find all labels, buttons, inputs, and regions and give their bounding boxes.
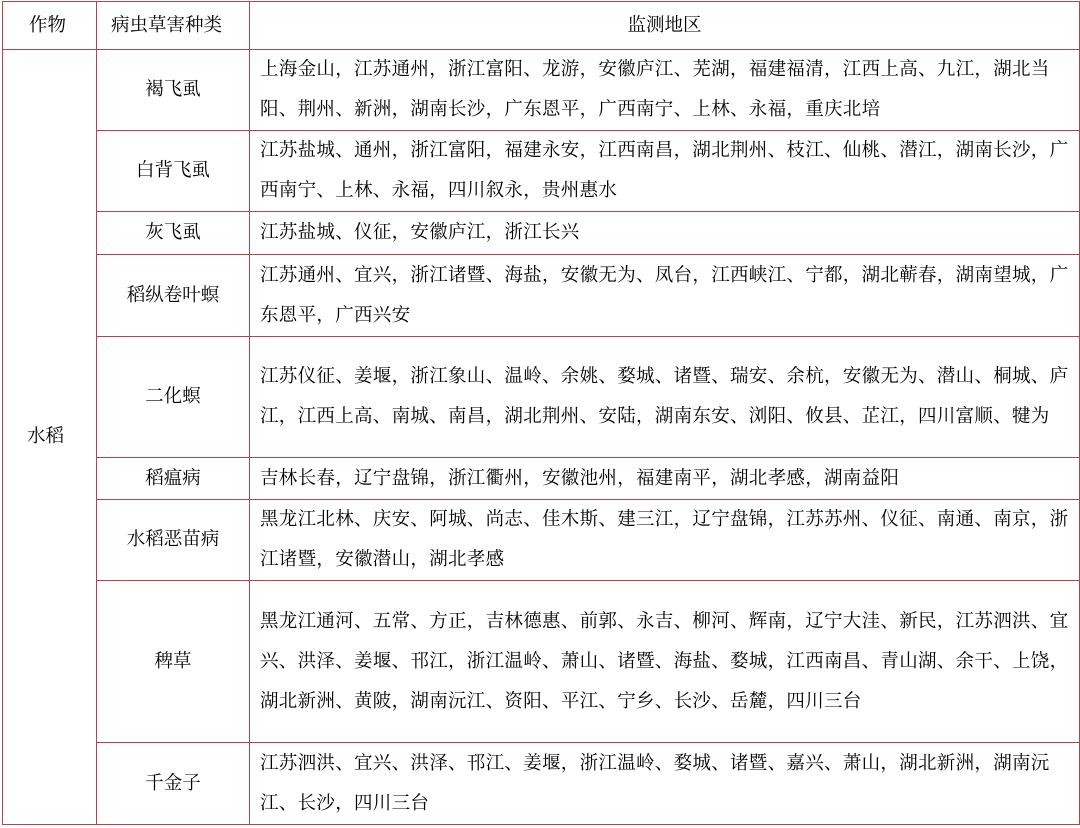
header-pest-type: 病虫草害种类 <box>97 2 250 50</box>
pest-name: 稻瘟病 <box>97 458 250 500</box>
table-row <box>3 458 1080 500</box>
region-list: 黑龙江通河、五常、方正，吉林德惠、前郭、永吉、柳河、辉南，辽宁大洼、新民，江苏泗洪、宜兴、洪泽、姜堰、邗江，浙江温岭、萧山、诸暨、海盐、婺城，江西南昌、青山湖、余干、上饶，湖北新洲、黄陂，湖南沅江、资阳、平江、宁乡、长沙、岳麓，四川三台 <box>250 581 1080 743</box>
table-row <box>3 500 1080 581</box>
pest-name: 千金子 <box>97 743 250 825</box>
region-list: 江苏盐城、通州，浙江富阳，福建永安，江西南昌，湖北荆州、枝江、仙桃、潜江，湖南长沙，广西南宁、上林、永福，四川叙永，贵州惠水 <box>250 131 1080 212</box>
table-row <box>3 131 1080 212</box>
region-list: 江苏盐城、仪征，安徽庐江，浙江长兴 <box>250 212 1080 255</box>
monitoring-table <box>2 1 1080 825</box>
region-list: 黑龙江北林、庆安、阿城、尚志、佳木斯、建三江，辽宁盘锦，江苏苏州、仪征、南通、南京，浙江诸暨，安徽潜山，湖北孝感 <box>250 500 1080 581</box>
table-row <box>3 337 1080 458</box>
region-list: 江苏仪征、姜堰，浙江象山、温岭、余姚、婺城、诸暨、瑞安、余杭，安徽无为、潜山、桐城、庐江，江西上高、南城、南昌，湖北荆州、安陆，湖南东安、浏阳、攸县、芷江，四川富顺、犍为 <box>250 337 1080 458</box>
region-list: 江苏通州、宜兴，浙江诸暨、海盐，安徽无为、凤台，江西峡江、宁都，湖北蕲春，湖南望城，广东恩平，广西兴安 <box>250 255 1080 337</box>
region-list: 江苏泗洪、宜兴、洪泽、邗江、姜堰，浙江温岭、婺城、诸暨、嘉兴、萧山，湖北新洲，湖南沅江、长沙，四川三台 <box>250 743 1080 825</box>
table-row <box>3 255 1080 337</box>
pest-name: 稻纵卷叶螟 <box>97 255 250 337</box>
table-row <box>3 581 1080 743</box>
pest-name: 稗草 <box>97 581 250 743</box>
table-row <box>3 50 1080 131</box>
header-row <box>3 2 1080 50</box>
pest-name: 二化螟 <box>97 337 250 458</box>
region-list: 吉林长春，辽宁盘锦，浙江衢州，安徽池州，福建南平，湖北孝感，湖南益阳 <box>250 458 1080 500</box>
pest-name: 白背飞虱 <box>97 131 250 212</box>
region-list: 上海金山，江苏通州，浙江富阳、龙游，安徽庐江、芜湖，福建福清，江西上高、九江，湖北当阳、荆州、新洲，湖南长沙，广东恩平，广西南宁、上林、永福，重庆北培 <box>250 50 1080 131</box>
pest-name: 褐飞虱 <box>97 50 250 131</box>
pest-name: 灰飞虱 <box>97 212 250 255</box>
header-crop: 作物 <box>3 2 97 50</box>
crop-cell: 水稻 <box>3 50 97 825</box>
header-region: 监测地区 <box>250 2 1080 50</box>
table-row <box>3 743 1080 825</box>
table-row <box>3 212 1080 255</box>
pest-name: 水稻恶苗病 <box>97 500 250 581</box>
